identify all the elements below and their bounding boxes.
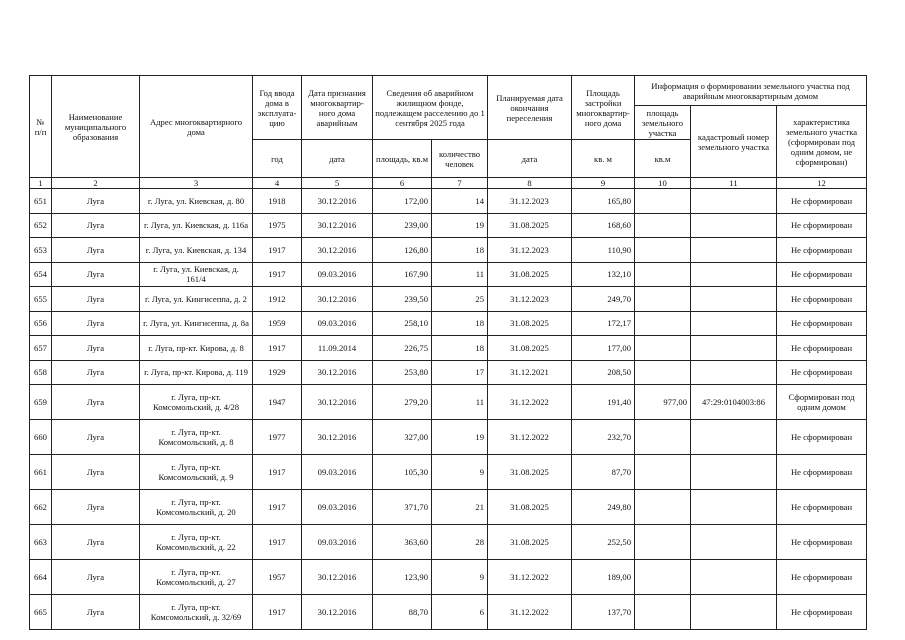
- land-area: 977,00: [635, 385, 691, 420]
- emergency-area: 105,30: [373, 455, 432, 490]
- municipality-name: Луга: [52, 455, 140, 490]
- header-recognition-date: Дата признания многоквартир-ного дома аварийным: [302, 76, 373, 140]
- unit-people: количество человек: [432, 140, 488, 178]
- row-number: 661: [30, 455, 52, 490]
- land-area: [635, 455, 691, 490]
- table-row: [30, 336, 867, 361]
- column-number: 11: [691, 178, 777, 189]
- land-area: [635, 238, 691, 263]
- house-address: г. Луга, пр-кт. Комсомольский, д. 9: [140, 455, 253, 490]
- table-row: [30, 490, 867, 525]
- commission-year: 1917: [253, 595, 302, 630]
- header-land-area: площадь земельного участка: [635, 106, 691, 140]
- planned-date: 31.12.2022: [488, 560, 572, 595]
- row-number: 665: [30, 595, 52, 630]
- built-area: 232,70: [572, 420, 635, 455]
- commission-year: 1917: [253, 262, 302, 287]
- recognition-date: 30.12.2016: [302, 189, 373, 214]
- municipality-name: Луга: [52, 189, 140, 214]
- table-row: [30, 360, 867, 385]
- cadastral-number: [691, 336, 777, 361]
- people-count: 19: [432, 213, 488, 238]
- land-status: Не сформирован: [777, 420, 867, 455]
- built-area: 208,50: [572, 360, 635, 385]
- house-address: г. Луга, пр-кт. Комсомольский, д. 22: [140, 525, 253, 560]
- row-number: 662: [30, 490, 52, 525]
- land-status: Не сформирован: [777, 455, 867, 490]
- cadastral-number: [691, 262, 777, 287]
- recognition-date: 30.12.2016: [302, 213, 373, 238]
- land-area: [635, 525, 691, 560]
- planned-date: 31.08.2025: [488, 336, 572, 361]
- people-count: 11: [432, 385, 488, 420]
- table-row: [30, 455, 867, 490]
- unit-year: год: [253, 140, 302, 178]
- table-row: [30, 189, 867, 214]
- people-count: 18: [432, 311, 488, 336]
- land-status: Не сформирован: [777, 560, 867, 595]
- emergency-area: 167,90: [373, 262, 432, 287]
- house-address: г. Луга, пр-кт. Кирова, д. 8: [140, 336, 253, 361]
- column-number: 1: [30, 178, 52, 189]
- recognition-date: 09.03.2016: [302, 525, 373, 560]
- table-row: [30, 420, 867, 455]
- land-area: [635, 189, 691, 214]
- table-row: [30, 287, 867, 312]
- emergency-area: 279,20: [373, 385, 432, 420]
- land-status: Не сформирован: [777, 238, 867, 263]
- commission-year: 1918: [253, 189, 302, 214]
- row-number: 658: [30, 360, 52, 385]
- land-status: Не сформирован: [777, 490, 867, 525]
- column-number: 9: [572, 178, 635, 189]
- planned-date: 31.12.2021: [488, 360, 572, 385]
- planned-date: 31.12.2022: [488, 595, 572, 630]
- cadastral-number: [691, 311, 777, 336]
- municipality-name: Луга: [52, 336, 140, 361]
- unit-land-area: кв.м: [635, 140, 691, 178]
- cadastral-number: [691, 213, 777, 238]
- commission-year: 1912: [253, 287, 302, 312]
- municipality-name: Луга: [52, 420, 140, 455]
- emergency-area: 239,50: [373, 287, 432, 312]
- table-row: [30, 595, 867, 630]
- house-address: г. Луга, ул. Киевская, д. 116а: [140, 213, 253, 238]
- people-count: 6: [432, 595, 488, 630]
- people-count: 11: [432, 262, 488, 287]
- recognition-date: 30.12.2016: [302, 560, 373, 595]
- house-address: г. Луга, пр-кт. Комсомольский, д. 32/69: [140, 595, 253, 630]
- header-cadastral: кадастровый номер земельного участка: [691, 106, 777, 178]
- municipality-name: Луга: [52, 311, 140, 336]
- row-number: 656: [30, 311, 52, 336]
- header-built-area: Площадь застройки многоквартир-ного дома: [572, 76, 635, 140]
- column-number: 12: [777, 178, 867, 189]
- cadastral-number: [691, 420, 777, 455]
- commission-year: 1917: [253, 525, 302, 560]
- land-area: [635, 490, 691, 525]
- built-area: 132,10: [572, 262, 635, 287]
- commission-year: 1947: [253, 385, 302, 420]
- land-status: Не сформирован: [777, 525, 867, 560]
- row-number: 660: [30, 420, 52, 455]
- header-planned-date: Планируемая дата окончания переселения: [488, 76, 572, 140]
- emergency-area: 371,70: [373, 490, 432, 525]
- commission-year: 1917: [253, 455, 302, 490]
- people-count: 14: [432, 189, 488, 214]
- table-row: [30, 560, 867, 595]
- planned-date: 31.08.2025: [488, 455, 572, 490]
- built-area: 252,50: [572, 525, 635, 560]
- column-number: 2: [52, 178, 140, 189]
- house-address: г. Луга, ул. Киевская, д. 161/4: [140, 262, 253, 287]
- planned-date: 31.12.2023: [488, 238, 572, 263]
- land-area: [635, 360, 691, 385]
- cadastral-number: [691, 238, 777, 263]
- land-status: Не сформирован: [777, 287, 867, 312]
- planned-date: 31.12.2022: [488, 385, 572, 420]
- emergency-area: 258,10: [373, 311, 432, 336]
- people-count: 9: [432, 560, 488, 595]
- table-row: [30, 311, 867, 336]
- emergency-area: 126,80: [373, 238, 432, 263]
- land-area: [635, 420, 691, 455]
- municipality-name: Луга: [52, 595, 140, 630]
- land-status: Не сформирован: [777, 595, 867, 630]
- header-num: № п/п: [30, 76, 52, 178]
- recognition-date: 09.03.2016: [302, 455, 373, 490]
- municipality-name: Луга: [52, 490, 140, 525]
- header-emergency-fund: Сведения об аварийном жилищном фонде, подлежащем расселению до 1 сентября 2025 года: [373, 76, 488, 140]
- table-row: [30, 238, 867, 263]
- row-number: 664: [30, 560, 52, 595]
- recognition-date: 09.03.2016: [302, 490, 373, 525]
- recognition-date: 30.12.2016: [302, 360, 373, 385]
- land-area: [635, 336, 691, 361]
- cadastral-number: [691, 490, 777, 525]
- column-number: 6: [373, 178, 432, 189]
- housing-table: [29, 75, 867, 630]
- built-area: 168,60: [572, 213, 635, 238]
- cadastral-number: [691, 560, 777, 595]
- built-area: 177,00: [572, 336, 635, 361]
- municipality-name: Луга: [52, 238, 140, 263]
- people-count: 21: [432, 490, 488, 525]
- municipality-name: Луга: [52, 525, 140, 560]
- planned-date: 31.12.2023: [488, 189, 572, 214]
- people-count: 9: [432, 455, 488, 490]
- commission-year: 1917: [253, 490, 302, 525]
- header-address: Адрес многоквартирного дома: [140, 76, 253, 178]
- built-area: 165,80: [572, 189, 635, 214]
- planned-date: 31.08.2025: [488, 213, 572, 238]
- land-status: Не сформирован: [777, 311, 867, 336]
- header-mo-name: Наименование муниципального образования: [52, 76, 140, 178]
- planned-date: 31.08.2025: [488, 525, 572, 560]
- commission-year: 1929: [253, 360, 302, 385]
- row-number: 663: [30, 525, 52, 560]
- emergency-area: 172,00: [373, 189, 432, 214]
- header-characteristic: характеристика земельного участка (сформирован под одним домом, не сформирован): [777, 106, 867, 178]
- built-area: 137,70: [572, 595, 635, 630]
- house-address: г. Луга, пр-кт. Комсомольский, д. 4/28: [140, 385, 253, 420]
- commission-year: 1917: [253, 336, 302, 361]
- house-address: г. Луга, ул. Киевская, д. 134: [140, 238, 253, 263]
- planned-date: 31.12.2022: [488, 420, 572, 455]
- cadastral-number: [691, 595, 777, 630]
- table-row: [30, 525, 867, 560]
- row-number: 655: [30, 287, 52, 312]
- land-status: Не сформирован: [777, 213, 867, 238]
- emergency-area: 327,00: [373, 420, 432, 455]
- built-area: 189,00: [572, 560, 635, 595]
- planned-date: 31.08.2025: [488, 311, 572, 336]
- row-number: 659: [30, 385, 52, 420]
- cadastral-number: [691, 360, 777, 385]
- land-status: Не сформирован: [777, 189, 867, 214]
- land-status: Не сформирован: [777, 262, 867, 287]
- built-area: 87,70: [572, 455, 635, 490]
- built-area: 172,17: [572, 311, 635, 336]
- recognition-date: 30.12.2016: [302, 595, 373, 630]
- cadastral-number: [691, 287, 777, 312]
- land-status: Не сформирован: [777, 360, 867, 385]
- house-address: г. Луга, пр-кт. Кирова, д. 119: [140, 360, 253, 385]
- municipality-name: Луга: [52, 360, 140, 385]
- people-count: 18: [432, 238, 488, 263]
- house-address: г. Луга, пр-кт. Комсомольский, д. 20: [140, 490, 253, 525]
- land-area: [635, 311, 691, 336]
- built-area: 110,90: [572, 238, 635, 263]
- emergency-area: 88,70: [373, 595, 432, 630]
- emergency-area: 239,00: [373, 213, 432, 238]
- recognition-date: 11.09.2014: [302, 336, 373, 361]
- column-number: 5: [302, 178, 373, 189]
- land-status: Не сформирован: [777, 336, 867, 361]
- row-number: 653: [30, 238, 52, 263]
- row-number: 657: [30, 336, 52, 361]
- house-address: г. Луга, ул. Кингисеппа, д. 8а: [140, 311, 253, 336]
- column-number: 8: [488, 178, 572, 189]
- land-area: [635, 213, 691, 238]
- header-year: Год ввода дома в эксплуата-цию: [253, 76, 302, 140]
- recognition-date: 09.03.2016: [302, 262, 373, 287]
- row-number: 651: [30, 189, 52, 214]
- unit-date: дата: [302, 140, 373, 178]
- planned-date: 31.08.2025: [488, 262, 572, 287]
- table-row: [30, 385, 867, 420]
- municipality-name: Луга: [52, 560, 140, 595]
- commission-year: 1977: [253, 420, 302, 455]
- planned-date: 31.12.2023: [488, 287, 572, 312]
- emergency-area: 253,80: [373, 360, 432, 385]
- municipality-name: Луга: [52, 262, 140, 287]
- cadastral-number: [691, 525, 777, 560]
- table-row: [30, 262, 867, 287]
- municipality-name: Луга: [52, 385, 140, 420]
- cadastral-number: [691, 189, 777, 214]
- people-count: 19: [432, 420, 488, 455]
- land-status: Сформирован под одним домом: [777, 385, 867, 420]
- built-area: 249,80: [572, 490, 635, 525]
- land-area: [635, 595, 691, 630]
- emergency-area: 226,75: [373, 336, 432, 361]
- people-count: 17: [432, 360, 488, 385]
- emergency-area: 363,60: [373, 525, 432, 560]
- unit-area: площадь, кв.м: [373, 140, 432, 178]
- municipality-name: Луга: [52, 213, 140, 238]
- header-land-info: Информация о формировании земельного участка под аварийным многоквартирным домом: [635, 76, 867, 106]
- planned-date: 31.08.2025: [488, 490, 572, 525]
- house-address: г. Луга, ул. Киевская, д. 80: [140, 189, 253, 214]
- land-area: [635, 560, 691, 595]
- recognition-date: 30.12.2016: [302, 385, 373, 420]
- cadastral-number: 47:29:0104003:86: [691, 385, 777, 420]
- unit-planned-date: дата: [488, 140, 572, 178]
- commission-year: 1959: [253, 311, 302, 336]
- cadastral-number: [691, 455, 777, 490]
- recognition-date: 30.12.2016: [302, 287, 373, 312]
- house-address: г. Луга, пр-кт. Комсомольский, д. 8: [140, 420, 253, 455]
- emergency-area: 123,90: [373, 560, 432, 595]
- people-count: 18: [432, 336, 488, 361]
- table-row: [30, 213, 867, 238]
- built-area: 191,40: [572, 385, 635, 420]
- people-count: 28: [432, 525, 488, 560]
- column-number: 7: [432, 178, 488, 189]
- people-count: 25: [432, 287, 488, 312]
- commission-year: 1975: [253, 213, 302, 238]
- unit-built-area: кв. м: [572, 140, 635, 178]
- column-number: 10: [635, 178, 691, 189]
- house-address: г. Луга, пр-кт. Комсомольский, д. 27: [140, 560, 253, 595]
- commission-year: 1917: [253, 238, 302, 263]
- recognition-date: 09.03.2016: [302, 311, 373, 336]
- recognition-date: 30.12.2016: [302, 238, 373, 263]
- row-number: 652: [30, 213, 52, 238]
- recognition-date: 30.12.2016: [302, 420, 373, 455]
- commission-year: 1957: [253, 560, 302, 595]
- municipality-name: Луга: [52, 287, 140, 312]
- built-area: 249,70: [572, 287, 635, 312]
- row-number: 654: [30, 262, 52, 287]
- land-area: [635, 287, 691, 312]
- column-number: 4: [253, 178, 302, 189]
- land-area: [635, 262, 691, 287]
- house-address: г. Луга, ул. Кингисеппа, д. 2: [140, 287, 253, 312]
- column-number: 3: [140, 178, 253, 189]
